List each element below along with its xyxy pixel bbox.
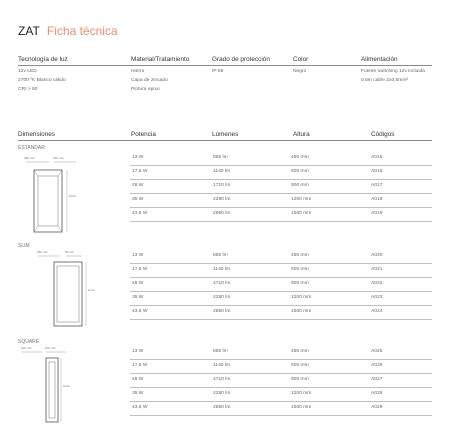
cell-codigo: A021 xyxy=(371,267,383,272)
cell-altura: 1200 mm xyxy=(291,197,312,202)
cell-codigo: A017 xyxy=(371,183,383,188)
cell-potencia: 17,5 W xyxy=(132,267,148,272)
spec-material-line: Hierro xyxy=(131,69,145,74)
cell-lumenes: 1710 lm xyxy=(213,183,231,188)
cell-potencia: 35 W xyxy=(132,295,144,300)
spec-header-material: Material/Tratamiento xyxy=(131,56,190,63)
table-row xyxy=(130,264,432,278)
cell-lumenes: 1140 lm xyxy=(213,363,231,368)
spec-header-color: Color xyxy=(293,56,309,63)
cell-altura: 450 mm xyxy=(291,155,309,160)
cell-codigo: A028 xyxy=(371,391,383,396)
luminaire-estandar-svg xyxy=(20,154,90,234)
dim-width: 250 mm xyxy=(37,250,48,254)
dim-height: Hmm xyxy=(69,194,77,198)
spec-alimentacion-line: 0,5m cable 2x0,5mm² xyxy=(361,78,409,83)
cell-potencia: 13 W xyxy=(132,155,144,160)
cell-altura: 1200 mm xyxy=(291,391,312,396)
cell-codigo: A020 xyxy=(371,253,383,258)
cell-lumenes: 855 lm xyxy=(213,253,228,258)
cell-lumenes: 1710 lm xyxy=(213,377,231,382)
spec-header-tecnologia: Tecnología de luz xyxy=(18,56,68,63)
spec-proteccion: IP 66 xyxy=(212,69,224,74)
dim-depth: 200 mm xyxy=(53,156,64,160)
luminaire-drawing-slim xyxy=(36,248,106,333)
spec-material-line: Capa de zincado xyxy=(131,78,168,83)
luminaire-square-svg xyxy=(20,344,90,424)
cell-altura: 1500 mm xyxy=(291,211,312,216)
table-row xyxy=(130,346,432,360)
cell-potencia: 13 W xyxy=(132,349,144,354)
group-label-estandar: ESTANDAR xyxy=(18,145,45,151)
spec-tecnologia-line: 2700 ºK Blanco cálido xyxy=(18,78,66,83)
table-header-rule xyxy=(18,140,432,141)
page-subtitle: Ficha técnica xyxy=(46,24,118,38)
cell-lumenes: 2850 lm xyxy=(213,405,231,410)
cell-potencia: 17,5 W xyxy=(132,169,148,174)
cell-potencia: 26 W xyxy=(132,281,144,286)
dim-depth: 80 mm xyxy=(65,250,75,254)
spec-header-alimentacion: Alimentación xyxy=(361,56,398,63)
table-row xyxy=(130,208,432,222)
cell-altura: 1500 mm xyxy=(291,309,312,314)
cell-codigo: A025 xyxy=(371,349,383,354)
cell-altura: 900 mm xyxy=(291,377,309,382)
dim-height: Hmm xyxy=(88,288,96,292)
cell-potencia: 35 W xyxy=(132,197,144,202)
cell-lumenes: 855 lm xyxy=(213,349,228,354)
spec-tecnologia xyxy=(18,67,66,94)
table-header-altura: Altura xyxy=(293,131,310,138)
row-divider xyxy=(130,221,432,222)
table-row xyxy=(130,250,432,264)
luminaire-drawing-square xyxy=(20,344,90,429)
spec-material xyxy=(131,67,168,94)
cell-altura: 1500 mm xyxy=(291,405,312,410)
cell-altura: 1200 mm xyxy=(291,295,312,300)
spec-color: Negro xyxy=(293,69,307,74)
group-label-square: SQUARE xyxy=(18,339,40,345)
table-row xyxy=(130,166,432,180)
cell-altura: 900 mm xyxy=(291,281,309,286)
table-header-dimensiones: Dimensiones xyxy=(18,131,55,138)
cell-potencia: 26 W xyxy=(132,377,144,382)
group-label-slim: SLIM xyxy=(18,243,30,249)
luminaire-slim-svg xyxy=(36,248,106,328)
luminaire-drawing-estandar xyxy=(20,154,90,239)
cell-altura: 450 mm xyxy=(291,253,309,258)
cell-codigo: A022 xyxy=(371,281,383,286)
cell-potencia: 13 W xyxy=(132,253,144,258)
cell-potencia: 43,5 W xyxy=(132,309,148,314)
cell-lumenes: 2280 lm xyxy=(213,391,231,396)
cell-altura: 600 mm xyxy=(291,169,309,174)
cell-altura: 600 mm xyxy=(291,363,309,368)
row-divider xyxy=(130,319,432,320)
cell-codigo: A016 xyxy=(371,169,383,174)
table-row xyxy=(130,374,432,388)
page-title xyxy=(18,24,118,38)
table-row xyxy=(130,306,432,320)
cell-codigo: A023 xyxy=(371,295,383,300)
cell-codigo: A027 xyxy=(371,377,383,382)
dim-depth: 100 mm xyxy=(45,346,56,350)
dim-width: 100 mm xyxy=(21,346,32,350)
spec-alimentacion xyxy=(361,67,425,85)
cell-codigo: A029 xyxy=(371,405,383,410)
spec-header-proteccion: Grado de protección xyxy=(212,56,270,63)
cell-codigo: A026 xyxy=(371,363,383,368)
cell-potencia: 26 W xyxy=(132,183,144,188)
cell-potencia: 43,5 W xyxy=(132,211,148,216)
cell-codigo: A018 xyxy=(371,197,383,202)
cell-altura: 600 mm xyxy=(291,267,309,272)
cell-potencia: 17,5 W xyxy=(132,363,148,368)
table-row xyxy=(130,388,432,402)
cell-lumenes: 2280 lm xyxy=(213,295,231,300)
spec-header-rule xyxy=(18,65,432,66)
cell-codigo: A024 xyxy=(371,309,383,314)
product-name: ZAT xyxy=(18,24,40,38)
table-header-codigos: Códigos xyxy=(371,131,395,138)
table-row xyxy=(130,194,432,208)
cell-altura: 450 mm xyxy=(291,349,309,354)
spec-tecnologia-line: 12v LED xyxy=(18,69,37,74)
table-row xyxy=(130,360,432,374)
cell-lumenes: 2850 lm xyxy=(213,309,231,314)
cell-potencia: 35 W xyxy=(132,391,144,396)
cell-lumenes: 1710 lm xyxy=(213,281,231,286)
cell-codigo: A015 xyxy=(371,155,383,160)
cell-potencia: 43,5 W xyxy=(132,405,148,410)
table-row xyxy=(130,278,432,292)
table-row xyxy=(130,152,432,166)
table-header-potencia: Potencia xyxy=(131,131,156,138)
spec-tecnologia-line: CRI > 80 xyxy=(18,87,38,92)
row-divider xyxy=(130,415,432,416)
cell-lumenes: 2850 lm xyxy=(213,211,231,216)
dim-height: Hmm xyxy=(63,384,71,388)
table-row xyxy=(130,402,432,416)
cell-codigo: A019 xyxy=(371,211,383,216)
table-row xyxy=(130,292,432,306)
cell-lumenes: 1140 lm xyxy=(213,169,231,174)
cell-lumenes: 2280 lm xyxy=(213,197,231,202)
dim-width: 250 mm xyxy=(24,156,35,160)
spec-alimentacion-line: Fuente switching 12v incluida xyxy=(361,69,425,74)
cell-lumenes: 1140 lm xyxy=(213,267,231,272)
cell-lumenes: 855 lm xyxy=(213,155,228,160)
table-header-lumenes: Lúmenes xyxy=(212,131,239,138)
spec-material-line: Pintura epoxi xyxy=(131,87,160,92)
cell-altura: 900 mm xyxy=(291,183,309,188)
table-row xyxy=(130,180,432,194)
